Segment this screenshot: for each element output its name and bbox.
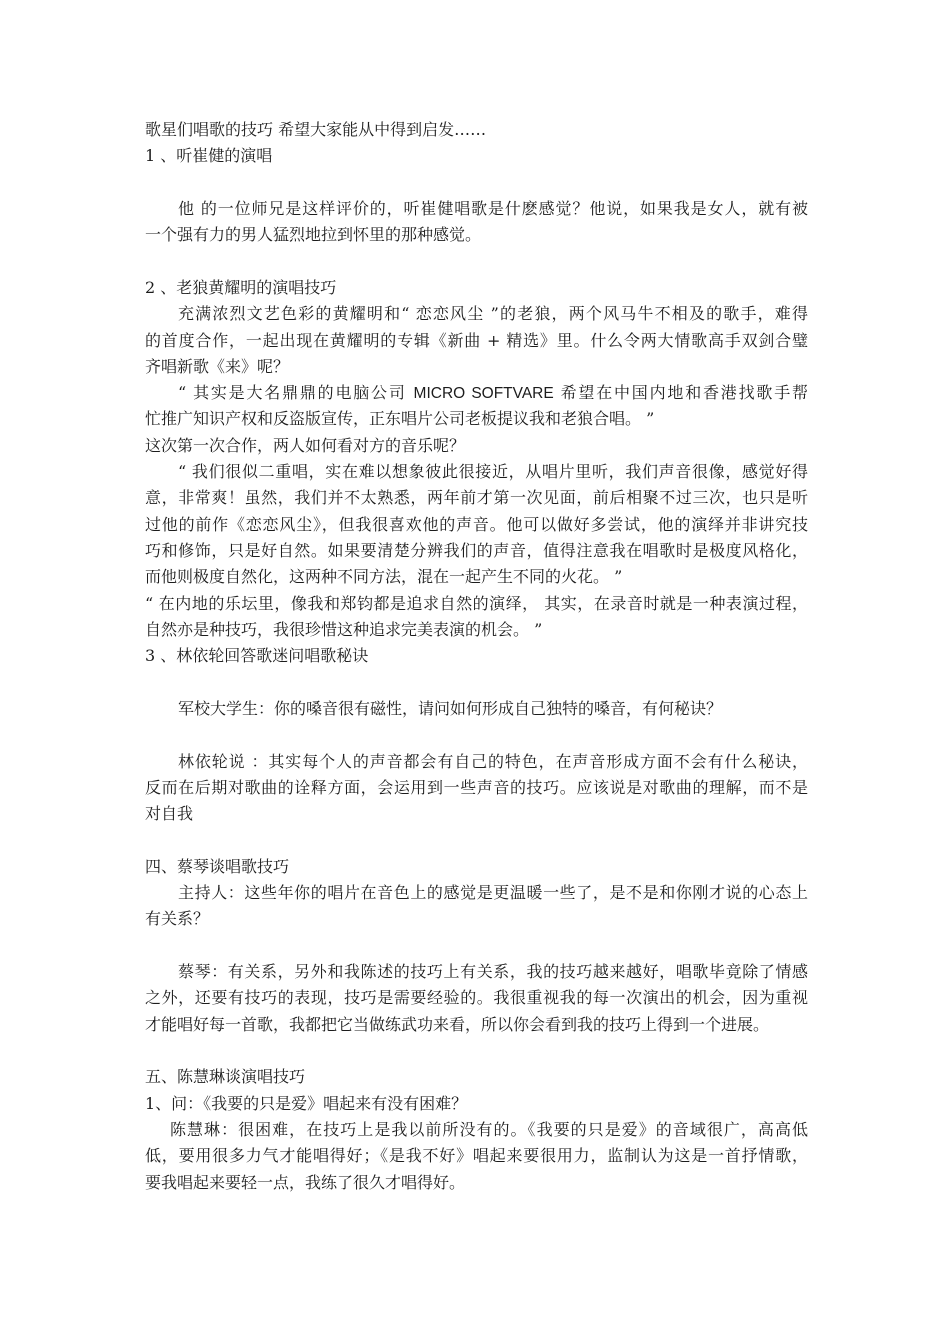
section-chen-huilin [145,1064,808,1196]
paragraph-line: 巧和修饰，只是好自然。如果要清楚分辨我们的声音，值得注意我在唱歌时是极度风格化， [145,541,808,560]
blank-line [145,170,808,196]
paragraph-line: “ 在内地的乐坛里，像我和郑钧都是追求自然的演绎， 其实，在录音时就是一种表演过程， [145,593,808,613]
paragraph-line: 低，要用很多力气才能唱得好；《是我不好》唱起来要很用力，监制认为这是一首抒情歌， [145,1146,808,1166]
paragraph-line: 林依轮说 ：其实每个人的声音都会有自己的特色，在声音形成方面不会有什么秘诀， [178,751,808,771]
paragraph [145,959,808,1038]
paragraph [145,380,808,433]
paragraph-line: 陈慧琳：很困难，在技巧上是我以前所没有的。《我要的只是爱》的音域很广，高高低 [170,1119,808,1139]
paragraph-line: 充满浓烈文艺色彩的黄耀明和“ 恋恋风尘 ”的老狼，两个风马牛不相及的歌手，难得 [178,304,808,324]
paragraph-line: 一个强有力的男人猛烈地拉到怀里的那种感觉。 [145,225,482,245]
paragraph [145,591,808,644]
section-heading: 1 、听崔健的演唱 [145,146,273,166]
document-body [145,117,808,1196]
paragraph-line: 他 的一位师兄是这样评价的，听崔健唱歌是什麽感觉？他说，如果我是女人，就有被 [178,198,808,218]
paragraph-line: 主持人：这些年你的唱片在音色上的感觉是更温暖一些了，是不是和你刚才说的心态上 [178,883,808,903]
paragraph-line: 有关系？ [145,909,210,929]
paragraph [145,459,808,591]
blank-line [145,827,808,853]
company-name: MICRO SOFTVARE [413,385,554,403]
section-heading: 3 、林依轮回答歌迷问唱歌秘诀 [145,646,369,666]
line-text: “ 其实是大名鼎鼎的电脑公司 [178,383,414,403]
paragraph-line: 军校大学生：你的嗓音很有磁性，请问如何形成自己独特的嗓音，有何秘诀？ [178,698,723,718]
paragraph [145,1117,808,1196]
paragraph [145,301,808,380]
section-lin-yilun [145,643,808,854]
paragraph-line: 意，非常爽！虽然，我们并不太熟悉，两年前才第一次见面，前后相聚不过三次，也只是听 [145,488,808,508]
section-heading: 2 、老狼黄耀明的演唱技巧 [145,277,337,297]
blank-line [145,1038,808,1064]
line-text: 希望在中国内地和香港找歌手帮 [553,383,808,403]
paragraph [145,696,808,722]
intro-line: 歌星们唱歌的技巧 希望大家能从中得到启发…… [145,120,487,139]
paragraph-line: 反而在后期对歌曲的诠释方面，会运用到一些声音的技巧。应该说是对歌曲的理解，而不是 [145,777,808,797]
paragraph-line: 而他则极度自然化，这两种不同方法，混在一起产生不同的火花。 ” [145,567,623,587]
paragraph-line: 才能唱好每一首歌，我都把它当做练武功来看，所以你会看到我的技巧上得到一个进展。 [145,1014,770,1034]
paragraph-line: “ 我们很似二重唱，实在难以想象彼此很接近，从唱片里听，我们声音很像，感觉好得 [178,462,808,482]
blank-line [145,670,808,696]
paragraph-line: 的首度合作，一起出现在黄耀明的专辑《新曲 + 精选》里。什么令两大情歌高手双剑合璧 [145,330,808,350]
paragraph-line: 要我唱起来要轻一点，我练了很久才唱得好。 [145,1172,466,1192]
blank-line [145,249,808,275]
paragraph [145,880,808,933]
paragraph-line: 齐唱新歌《来》呢？ [145,356,290,376]
section-lao-lang-huang-yaoming [145,275,808,643]
paragraph-line: 忙推广知识产权和反盗版宣传，正东唱片公司老板提议我和老狼合唱。 ” [145,409,655,429]
section-cui-jian [145,143,808,275]
paragraph-line [145,380,808,406]
paragraph [145,196,808,249]
paragraph-line: 这次第一次合作，两人如何看对方的音乐呢？ [145,435,466,455]
section-heading: 四、蔡琴谈唱歌技巧 [145,856,290,876]
paragraph-line: 蔡琴：有关系，另外和我陈述的技巧上有关系，我的技巧越来越好，唱歌毕竟除了情感 [178,962,808,981]
paragraph [145,1091,808,1117]
paragraph-line: 之外，还要有技巧的表现，技巧是需要经验的。我很重视我的每一次演出的机会，因为重视 [145,988,808,1008]
paragraph-line: 过他的前作《恋恋风尘》，但我很喜欢他的声音。他可以做好多尝试，他的演绎并非讲究技 [145,514,808,534]
blank-line [145,933,808,959]
section-heading: 五、陈慧琳谈演唱技巧 [145,1067,306,1087]
paragraph [145,433,808,459]
paragraph-line: 自然亦是种技巧，我很珍惜这种追求完美表演的机会。 ” [145,619,543,639]
paragraph-line: 1、问：《我要的只是爱》唱起来有没有困难？ [145,1093,468,1113]
paragraph-line: 对自我 [145,804,194,824]
paragraph [145,749,808,828]
blank-line [145,722,808,748]
section-cai-qin [145,854,808,1065]
